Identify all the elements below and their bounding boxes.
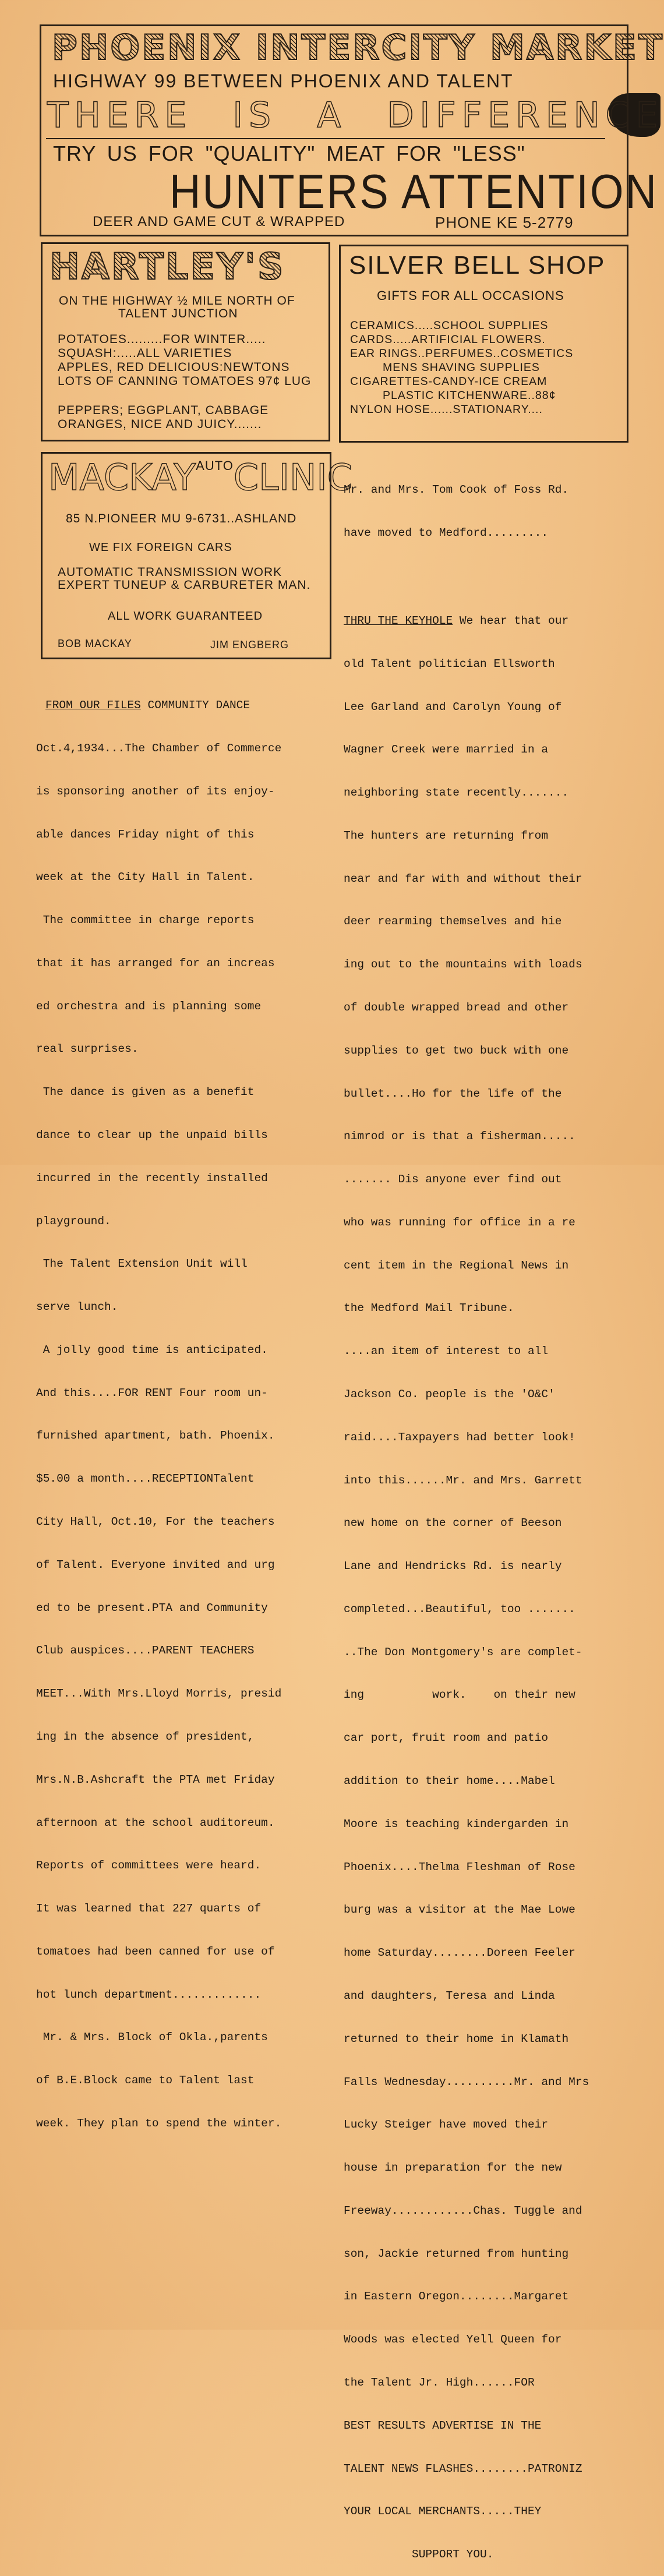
right-line: raid....Taxpayers had better look!: [344, 1430, 575, 1444]
left-line: Mrs.N.B.Ashcraft the PTA met Friday: [36, 1773, 275, 1786]
left-line: MEET...With Mrs.Lloyd Morris, presid: [36, 1687, 282, 1701]
right-line: Jackson Co. people is the 'O&C': [344, 1388, 555, 1401]
right-line: Wagner Creek were married in a: [344, 743, 549, 757]
right-line: cent item in the Regional News in: [344, 1259, 569, 1272]
hartleys-item: LOTS OF CANNING TOMATOES 97¢ LUG: [58, 374, 312, 388]
silverbell-item: CIGARETTES-CANDY-ICE CREAM: [350, 375, 548, 388]
hartleys-item: SQUASH:.....ALL VARIETIES: [58, 347, 232, 360]
left-line: afternoon at the school auditoreum.: [36, 1816, 275, 1829]
mackay-address: 85 N.PIONEER MU 9-6731..ASHLAND: [66, 512, 297, 525]
left-line: able dances Friday night of this: [36, 828, 255, 841]
left-line: It was learned that 227 quarts of: [36, 1902, 262, 1916]
market-slogan: THERE IS A DIFFERENCE: [47, 95, 664, 136]
silverbell-item: PLASTIC KITCHENWARE..88¢: [383, 389, 556, 402]
hartleys-ad: [41, 242, 330, 441]
mackay-owner-2: JIM ENGBERG: [210, 639, 289, 651]
right-line: in Eastern Oregon........Margaret: [344, 2290, 569, 2303]
mackay-name-part2: AUTO: [196, 458, 234, 473]
left-line: The Talent Extension Unit will: [36, 1257, 248, 1271]
silverbell-item: NYLON HOSE......STATIONARY....: [350, 403, 543, 416]
right-line: Woods was elected Yell Queen for: [344, 2333, 562, 2347]
hartleys-item: APPLES, RED DELICIOUS:NEWTONS: [58, 361, 290, 374]
silverbell-name: SILVER BELL SHOP: [349, 251, 606, 280]
right-line: Moore is teaching kindergarden in: [344, 1817, 569, 1831]
hartleys-name: HARTLEY'S: [50, 245, 285, 288]
right-line: addition to their home....Mabel: [344, 1775, 555, 1788]
mackay-owner-1: BOB MACKAY: [58, 638, 132, 649]
market-location: HIGHWAY 99 BETWEEN PHOENIX AND TALENT: [53, 70, 514, 91]
left-line: of B.E.Block came to Talent last: [36, 2074, 255, 2087]
right-line: house in preparation for the new: [344, 2161, 562, 2175]
market-headline: HUNTERS ATTENTION: [169, 164, 658, 219]
from-our-files-heading: [36, 698, 281, 713]
left-column: [36, 670, 281, 2145]
left-line: week at the City Hall in Talent.: [36, 871, 255, 884]
right-line: ing work. on their new: [344, 1688, 575, 1702]
right-line: Freeway............Chas. Tuggle and: [344, 2204, 582, 2217]
mackay-name-part1: MACKAY: [48, 456, 196, 499]
market-service: DEER AND GAME CUT & WRAPPED: [93, 214, 345, 229]
left-line: dance to clear up the unpaid bills: [36, 1129, 268, 1142]
left-line: hot lunch department.............: [36, 1988, 262, 2001]
right-line: home Saturday........Doreen Feeler: [344, 1946, 575, 1960]
mackay-name: [48, 456, 352, 499]
right-line: bullet....Ho for the life of the: [344, 1087, 562, 1100]
market-ad: [40, 24, 664, 236]
left-line: The dance is given as a benefit: [36, 1086, 255, 1099]
right-line: who was running for office in a re: [344, 1215, 575, 1229]
right-line: Phoenix....Thelma Fleshman of Rose: [344, 1860, 575, 1874]
left-line: of Talent. Everyone invited and urg: [36, 1558, 275, 1571]
right-line: Lane and Hendricks Rd. is nearly: [344, 1560, 562, 1573]
hartleys-location-1: ON THE HIGHWAY ½ MILE NORTH OF: [59, 294, 295, 308]
files-heading-rest: COMMUNITY DANCE: [140, 699, 250, 712]
left-line: Oct.4,1934...The Chamber of Commerce: [36, 741, 282, 755]
hartleys-location-2: TALENT JUNCTION: [118, 307, 238, 320]
right-line: Lucky Steiger have moved their: [344, 2118, 549, 2132]
right-line: ....an item of interest to all: [344, 1345, 549, 1358]
right-line: son, Jackie returned from hunting: [344, 2247, 569, 2260]
left-line: real surprises.: [36, 1043, 139, 1056]
mackay-ad: [41, 452, 352, 659]
left-line: Reports of committees were heard.: [36, 1859, 262, 1872]
left-line: A jolly good time is anticipated.: [36, 1343, 268, 1356]
left-line: that it has arranged for an increas: [36, 956, 275, 970]
right-line: ....... Dis anyone ever find out: [344, 1173, 562, 1186]
right-line: completed...Beautiful, too .......: [344, 1602, 575, 1616]
slogan-underline: [46, 138, 605, 139]
silverbell-item: CARDS.....ARTIFICIAL FLOWERS.: [350, 333, 546, 346]
hartleys-items-2: [58, 404, 269, 432]
right-line: ing out to the mountains with loads: [344, 958, 582, 971]
left-line: ed orchestra and is planning some: [36, 999, 262, 1013]
right-column: [344, 454, 589, 2576]
right-line: into this......Mr. and Mrs. Garrett: [344, 1473, 582, 1487]
right-line: SUPPORT YOU.: [344, 2548, 494, 2561]
silverbell-subtitle: GIFTS FOR ALL OCCASIONS: [377, 288, 564, 303]
right-line: of double wrapped bread and other: [344, 1001, 569, 1014]
hartleys-item: PEPPERS; EGGPLANT, CABBAGE: [58, 404, 269, 417]
files-heading: FROM OUR FILES: [45, 699, 141, 712]
right-line: supplies to get two buck with one: [344, 1044, 569, 1057]
left-line: tomatoes had been canned for use of: [36, 1945, 275, 1958]
silverbell-item: EAR RINGS..PERFUMES..COSMETICS: [350, 347, 574, 360]
market-name: PHOENIX INTERCITY MARKET: [52, 27, 664, 68]
right-line: returned to their home in Klamath: [344, 2032, 569, 2045]
keyhole-heading-line: [344, 614, 589, 628]
left-line: ing in the absence of president,: [36, 1730, 255, 1743]
left-line: ed to be present.PTA and Community: [36, 1601, 268, 1614]
hartleys-items: [58, 333, 311, 388]
mackay-name-part3: CLINIC: [233, 456, 352, 499]
right-line: the Medford Mail Tribune.: [344, 1302, 514, 1315]
keyhole-heading-rest: We hear that our: [453, 614, 569, 627]
right-line: deer rearming themselves and hie: [344, 915, 562, 928]
silverbell-ad: [339, 245, 628, 443]
market-phone: PHONE KE 5-2779: [435, 214, 574, 231]
hartleys-item: ORANGES, NICE AND JUICY.......: [58, 418, 262, 431]
left-line: is sponsoring another of its enjoy-: [36, 785, 275, 798]
right-line: YOUR LOCAL MERCHANTS.....THEY: [344, 2505, 542, 2518]
left-line: Mr. & Mrs. Block of Okla.,parents: [36, 2031, 268, 2044]
right-line: BEST RESULTS ADVERTISE IN THE: [344, 2419, 542, 2432]
right-line: burg was a visitor at the Mae Lowe: [344, 1903, 575, 1917]
right-line: near and far with and without their: [344, 872, 582, 885]
market-tagline: TRY US FOR "QUALITY" MEAT FOR "LESS": [53, 142, 525, 165]
right-line: Lee Garland and Carolyn Young of: [344, 700, 562, 713]
right-line: the Talent Jr. High......FOR: [344, 2376, 535, 2389]
left-line: City Hall, Oct.10, For the teachers: [36, 1515, 275, 1529]
right-line: TALENT NEWS FLASHES........PATRONIZ: [344, 2462, 582, 2475]
right-line: car port, fruit room and patio: [344, 1732, 549, 1745]
left-line: furnished apartment, bath. Phoenix.: [36, 1429, 275, 1443]
right-line: neighboring state recently.......: [344, 786, 569, 800]
right-line: new home on the corner of Beeson: [344, 1517, 562, 1530]
silverbell-items: [350, 319, 573, 416]
mackay-service-2: EXPERT TUNEUP & CARBURETER MAN.: [58, 578, 311, 592]
right-intro-line: Mr. and Mrs. Tom Cook of Foss Rd.: [344, 483, 569, 497]
left-line: $5.00 a month....RECEPTIONTalent: [36, 1472, 255, 1486]
right-line: old Talent politician Ellsworth: [344, 657, 555, 670]
right-line: The hunters are returning from: [344, 829, 549, 842]
left-line: And this....FOR RENT Four room un-: [36, 1386, 268, 1400]
left-line: week. They plan to spend the winter.: [36, 2116, 282, 2130]
silverbell-item: CERAMICS.....SCHOOL SUPPLIES: [350, 319, 549, 332]
left-line: The committee in charge reports: [36, 914, 255, 927]
left-line: playground.: [36, 1214, 111, 1228]
mackay-guarantee: ALL WORK GUARANTEED: [108, 610, 263, 623]
keyhole-heading: THRU THE KEYHOLE: [344, 614, 453, 627]
right-line: and daughters, Teresa and Linda: [344, 1989, 555, 2002]
mackay-service-1: AUTOMATIC TRANSMISSION WORK: [58, 566, 282, 579]
silverbell-item: MENS SHAVING SUPPLIES: [383, 361, 540, 374]
right-line: ..The Don Montgomery's are complet-: [344, 1645, 582, 1659]
right-intro-line: have moved to Medford.........: [344, 526, 549, 539]
right-line: nimrod or is that a fisherman.....: [344, 1130, 575, 1143]
left-line: incurred in the recently installed: [36, 1171, 268, 1185]
left-line: Club auspices....PARENT TEACHERS: [36, 1644, 255, 1658]
mackay-foreign: WE FIX FOREIGN CARS: [89, 541, 232, 554]
left-line: serve lunch.: [36, 1301, 118, 1314]
right-line: Falls Wednesday..........Mr. and Mrs: [344, 2075, 589, 2089]
hartleys-item: POTATOES.........FOR WINTER.....: [58, 333, 266, 346]
